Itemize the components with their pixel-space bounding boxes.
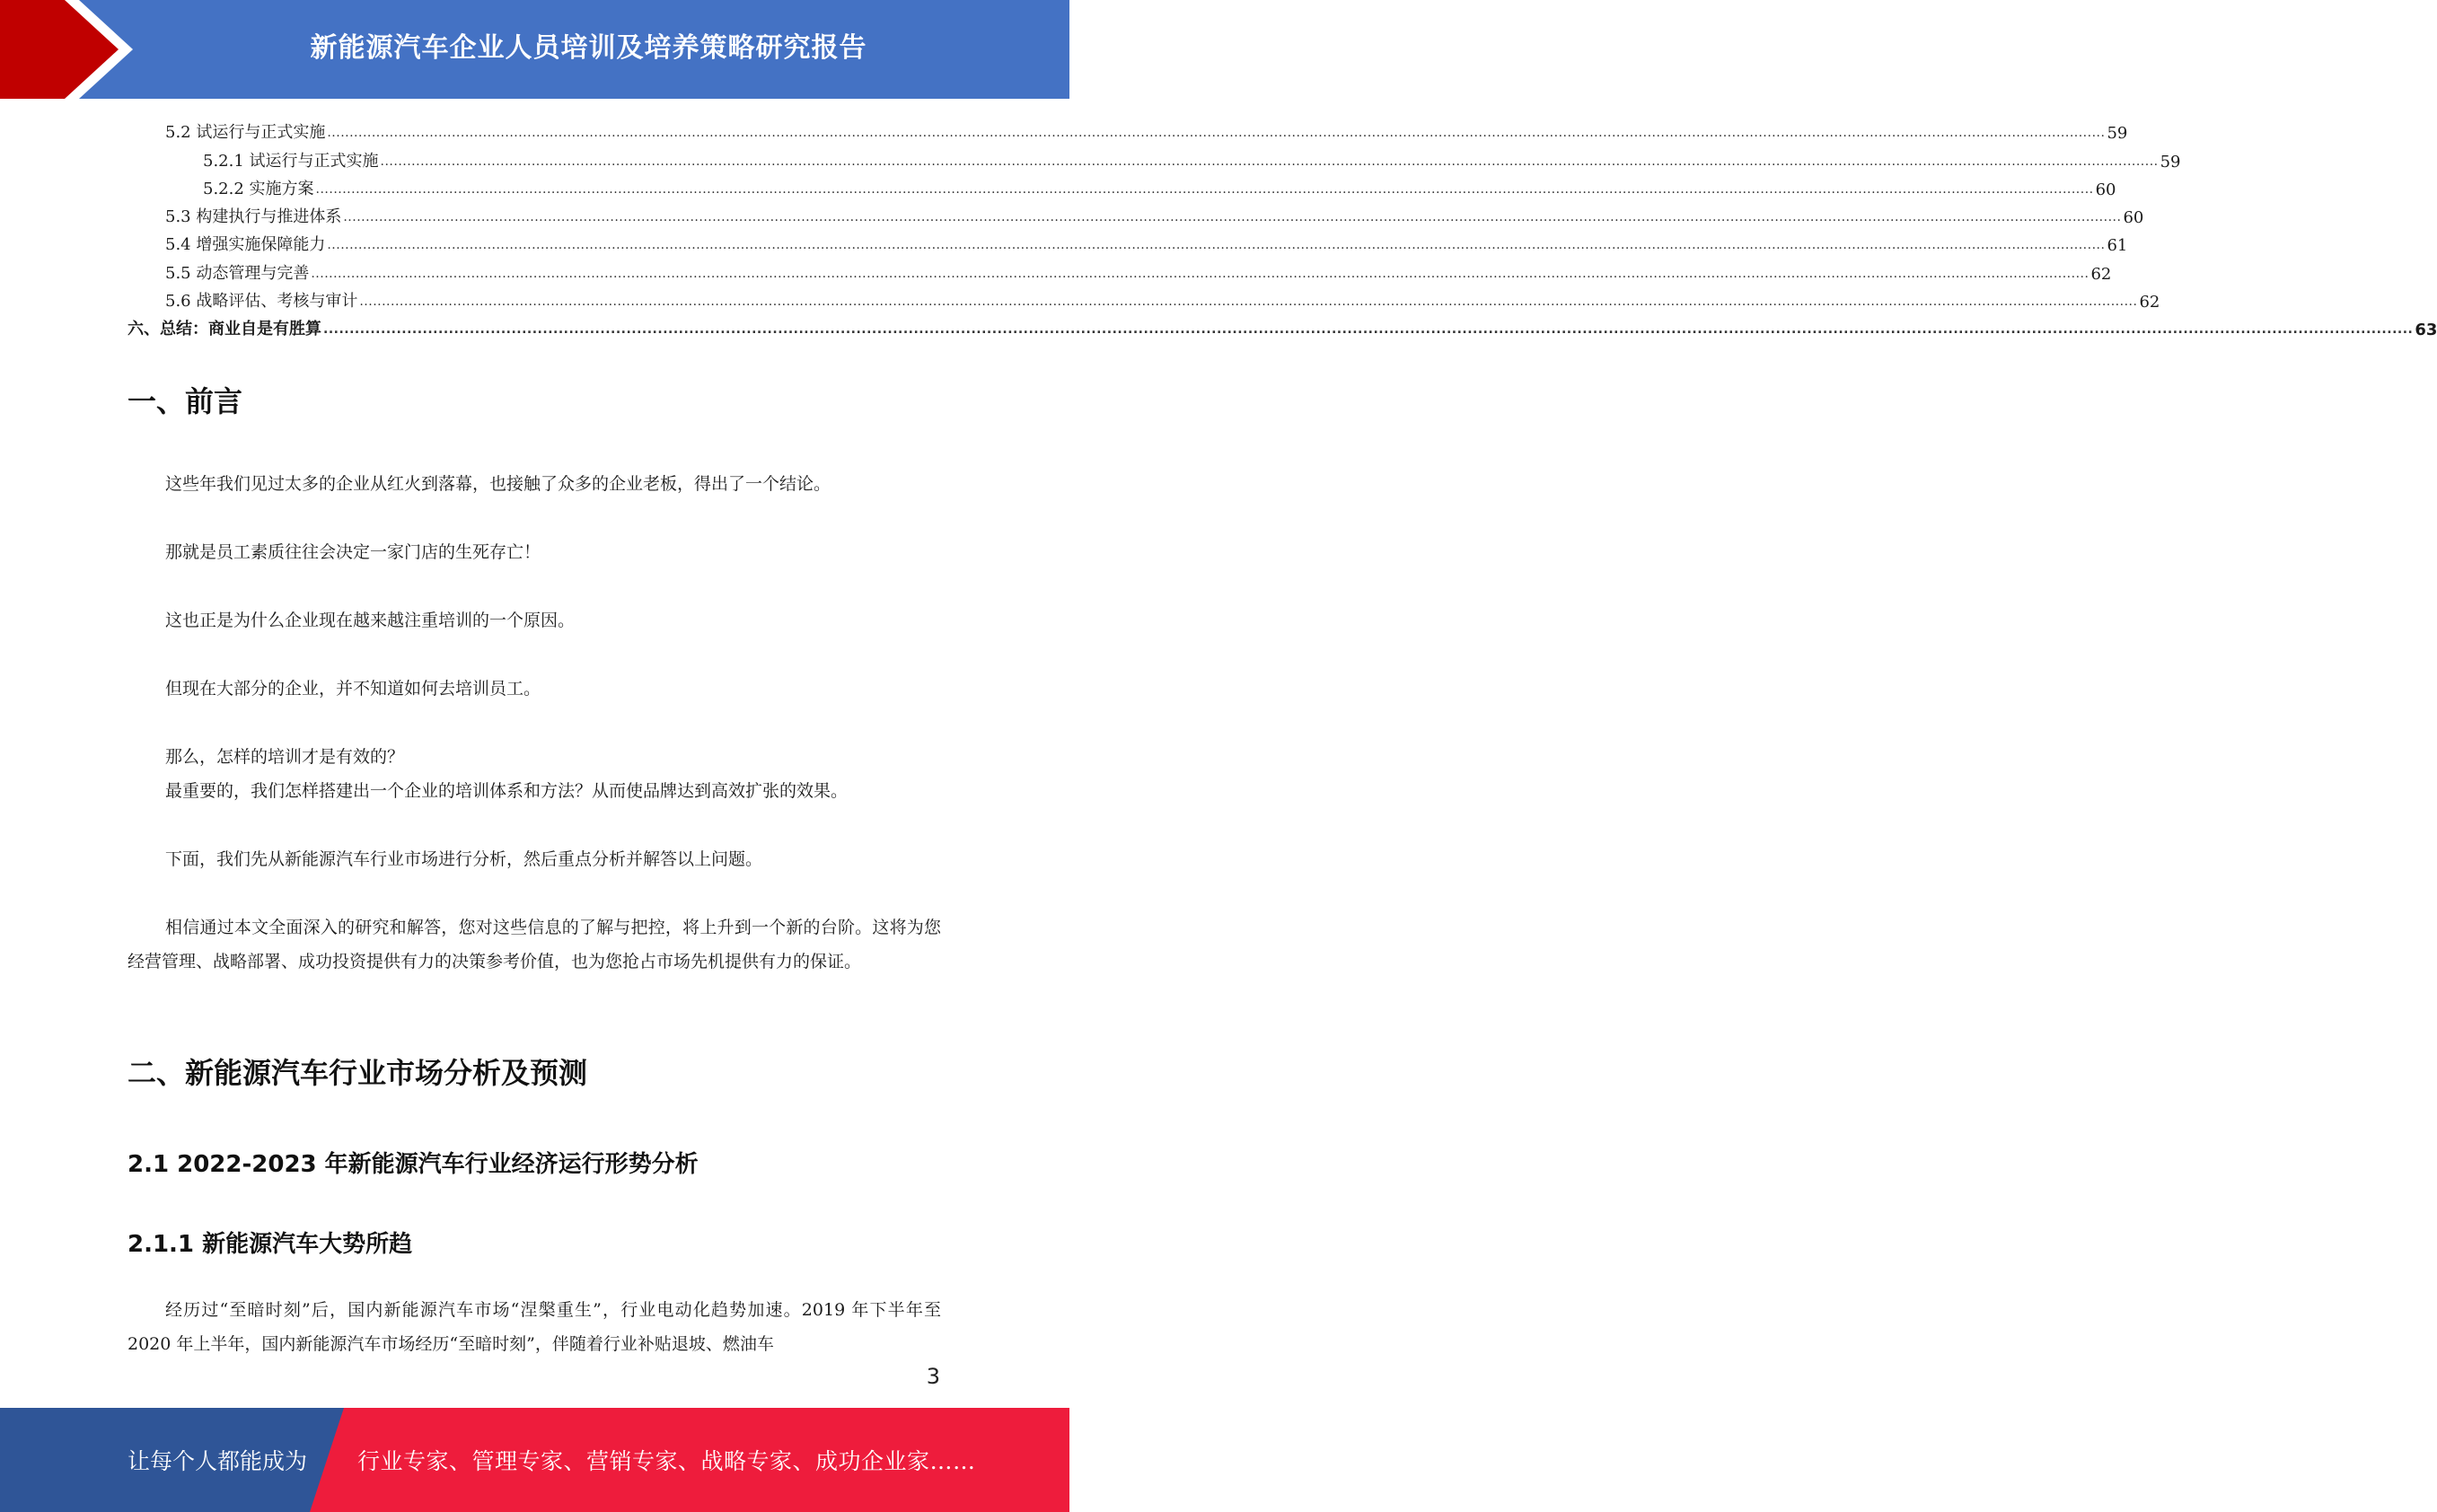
toc-dot-leader: ................................................................................................................................................................................................................................................................................................................................................................................................................ — [327, 126, 2106, 141]
preface-paragraph: 最重要的，我们怎样搭建出一个企业的培训体系和方法？从而使品牌达到高效扩张的效果。 — [165, 781, 849, 801]
preface-paragraph: 那么，怎样的培训才是有效的？ — [165, 747, 405, 767]
toc-dot-leader: ................................................................................................................................................................................................................................................................................................................................................................................................................ — [380, 154, 2159, 169]
preface-paragraph: 那就是员工素质往往会决定一家门店的生死存亡！ — [165, 542, 541, 562]
toc-entry-page: 63 — [2415, 321, 2437, 340]
subsection-heading: 2.1 2022-2023 年新能源汽车行业经济运行形势分析 — [128, 1151, 699, 1178]
toc-entry-label: 六、总结：商业自是有胜算 — [128, 320, 321, 339]
preface-paragraph: 下面，我们先从新能源汽车行业市场进行分析，然后重点分析并解答以上问题。 — [165, 849, 763, 869]
toc-entry-label: 5.3 构建执行与推进体系 — [165, 207, 342, 227]
section-heading-market-analysis: 二、新能源汽车行业市场分析及预测 — [128, 1056, 588, 1090]
toc-entry-label: 5.2.2 实施方案 — [203, 179, 314, 198]
toc-entry-page: 60 — [2123, 208, 2144, 228]
toc-entry-page: 61 — [2107, 236, 2128, 256]
toc-entry-page: 59 — [2160, 152, 2181, 171]
preface-paragraph: 这些年我们见过太多的企业从红火到落幕，也接触了众多的企业老板，得出了一个结论。 — [165, 474, 831, 494]
preface-paragraph: 这也正是为什么企业现在越来越注重培训的一个原因。 — [165, 611, 576, 630]
footer-slogan-right: 行业专家、管理专家、营销专家、战略专家、成功企业家…… — [357, 1448, 976, 1474]
footer-slogan-left: 让每个人都能成为 — [128, 1448, 308, 1474]
toc-entry-page: 60 — [2095, 180, 2116, 199]
table-of-contents — [128, 115, 2437, 340]
red-chevron-ribbon — [0, 0, 144, 99]
toc-entry[interactable] — [128, 199, 2144, 228]
preface-paragraph: 相信通过本文全面深入的研究和解答，您对这些信息的了解与把控，将上升到一个新的台阶。这将为您经营管理、战略部署、成功投资提供有力的决策参考价值，也为您抢占市场先机提供有力的保证。 — [128, 918, 941, 971]
toc-entry-label: 5.2 试运行与正式实施 — [165, 123, 326, 143]
toc-entry[interactable] — [128, 255, 2112, 284]
toc-dot-leader: ................................................................................................................................................................................................................................................................................................................................................................................................................ — [359, 294, 2138, 310]
toc-entry[interactable] — [128, 115, 2128, 144]
page-number: 3 — [926, 1364, 940, 1389]
report-title: 新能源汽车企业人员培训及培养策略研究报告 — [310, 32, 867, 64]
toc-dot-leader: ................................................................................................................................................................................................................................................................................................................................................................................................................ — [327, 238, 2106, 253]
body-paragraph: 经历过“至暗时刻”后，国内新能源汽车市场“涅槃重生”，行业电动化趋势加速。2019 年下半年至 2020 年上半年，国内新能源汽车市场经历“至暗时刻”，伴随着行业补贴退坡、燃油车 — [128, 1300, 941, 1354]
toc-entry[interactable] — [128, 171, 2116, 199]
toc-entry-page: 62 — [2139, 293, 2160, 312]
page-footer — [0, 1408, 1069, 1512]
subsubsection-heading: 2.1.1 新能源汽车大势所趋 — [128, 1231, 413, 1258]
preface-paragraph: 但现在大部分的企业，并不知道如何去培训员工。 — [165, 679, 541, 699]
toc-entry-page: 59 — [2107, 124, 2128, 144]
toc-entry-page: 62 — [2090, 264, 2112, 284]
toc-dot-leader: ................................................................................................................................................................................................................................................................................................................................................................................................................ — [315, 181, 2094, 197]
toc-entry-label: 5.2.1 试运行与正式实施 — [203, 151, 379, 171]
toc-entry[interactable] — [128, 227, 2128, 256]
toc-entry[interactable] — [128, 284, 2160, 312]
toc-entry[interactable] — [128, 312, 2437, 340]
toc-entry[interactable] — [128, 143, 2181, 171]
toc-entry-label: 5.6 战略评估、考核与审计 — [165, 292, 358, 312]
page-header — [0, 0, 1069, 99]
toc-dot-leader: ................................................................................................................................................................................................................................................................................................................................................................................................................ — [323, 322, 2414, 338]
toc-dot-leader: ................................................................................................................................................................................................................................................................................................................................................................................................................ — [311, 266, 2089, 281]
section-heading-preface: 一、前言 — [128, 384, 243, 418]
toc-dot-leader: ................................................................................................................................................................................................................................................................................................................................................................................................................ — [343, 210, 2122, 225]
toc-entry-label: 5.5 动态管理与完善 — [165, 263, 310, 283]
toc-entry-label: 5.4 增强实施保障能力 — [165, 235, 326, 255]
